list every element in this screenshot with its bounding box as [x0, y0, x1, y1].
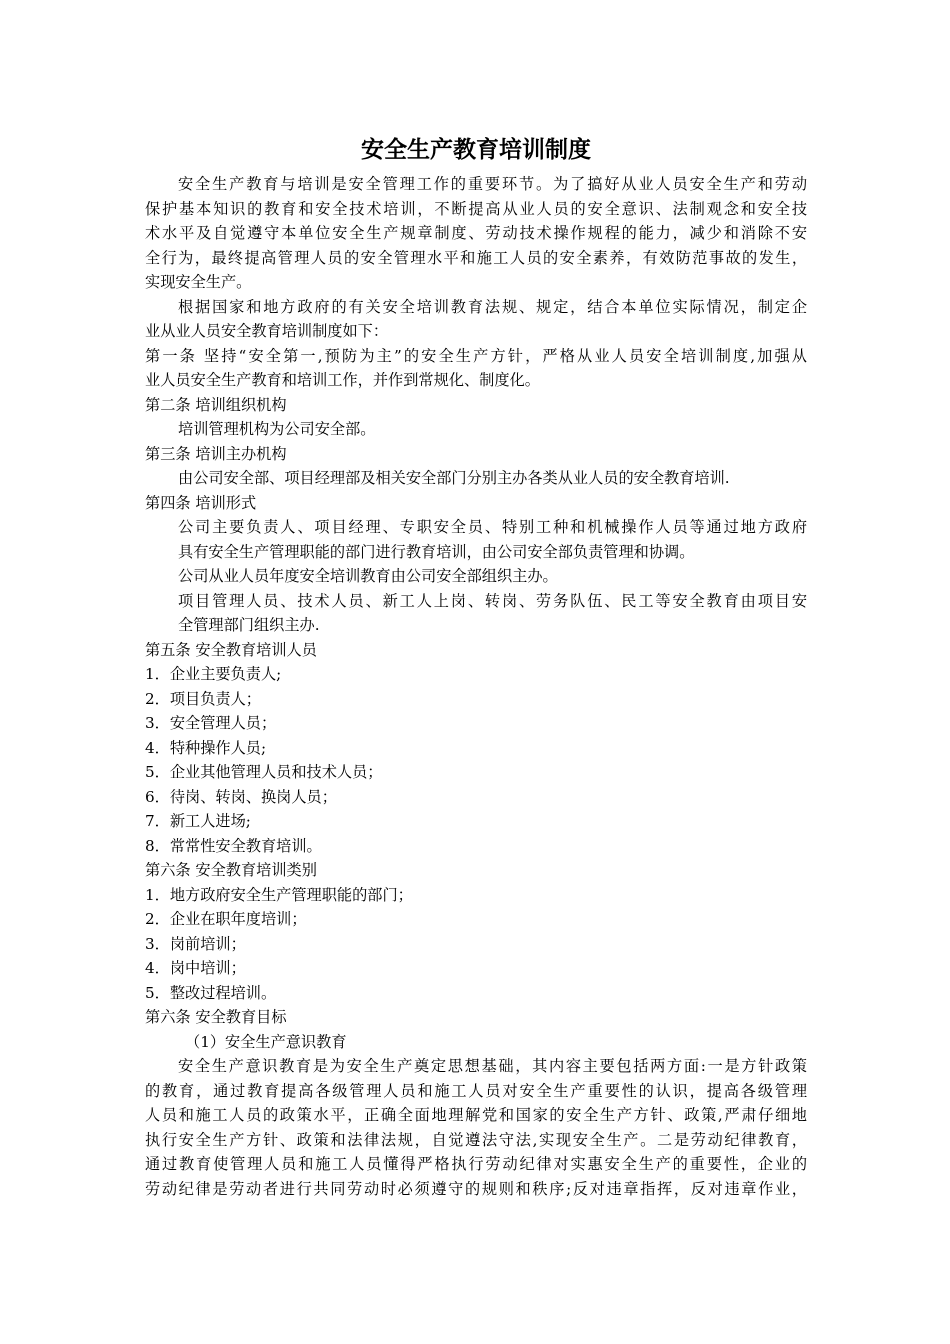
paragraph-line: 保护基本知识的教育和安全技术培训，不断提高从业人员的安全意识、法制观念和安全技 — [145, 199, 807, 218]
paragraph-line: 由公司安全部、项目经理部及相关安全部门分别主办各类从业人员的安全教育培训. — [178, 469, 730, 487]
paragraph-line: 通过教育使管理人员和施工人员懂得严格执行劳动纪律对实惠安全生产的重要性，企业的 — [145, 1155, 807, 1173]
list-item: 6．待岗、转岗、换岗人员； — [145, 787, 337, 806]
list-item: 3．安全管理人员； — [145, 714, 277, 732]
paragraph-line: 根据国家和地方政府的有关安全培训教育法规、规定，结合本单位实际情况，制定企 — [178, 297, 807, 316]
document-page — [145, 128, 807, 1201]
paragraph-line: 术水平及自觉遵守本单位安全生产规章制度、劳动技术操作规程的能力，减少和消除不安 — [145, 224, 807, 242]
paragraph-line: 公司主要负责人、项目经理、专职安全员、特别工种和机械操作人员等通过地方政府 — [178, 518, 807, 536]
list-item: 5．企业其他管理人员和技术人员； — [145, 763, 383, 781]
article-heading: 第六条 安全教育目标 — [145, 1008, 287, 1026]
paragraph-line: 安全生产教育与培训是安全管理工作的重要环节。为了搞好从业人员安全生产和劳动 — [178, 175, 807, 193]
list-item: 8．常常性安全教育培训。 — [145, 836, 322, 855]
list-item: 4．特种操作人员; — [145, 738, 267, 757]
article-heading: 第二条 培训组织机构 — [145, 395, 287, 414]
list-item: 1．地方政府安全生产管理职能的部门； — [145, 885, 413, 904]
paragraph-line: 公司从业人员年度安全培训教育由公司安全部组织主办。 — [178, 567, 558, 585]
list-item: 1．企业主要负责人; — [145, 665, 282, 683]
paragraph-line: 全管理部门组织主办. — [178, 616, 320, 634]
article-heading: 第六条 安全教育培训类别 — [145, 861, 317, 879]
paragraph-line: 全行为，最终提高管理人员的安全管理水平和施工人员的安全素养，有效防范事故的发生， — [145, 248, 807, 267]
paragraph-line: 培训管理机构为公司安全部。 — [178, 420, 376, 438]
list-item: 3．岗前培训； — [145, 934, 246, 953]
paragraph-line: 实现安全生产。 — [145, 273, 252, 291]
paragraph-line: 人员和施工人员的政策水平，正确全面地理解党和国家的安全生产方针、政策,严肃仔细地 — [145, 1106, 807, 1124]
article-heading: 第三条 培训主办机构 — [145, 444, 287, 463]
list-item: 7．新工人进场; — [145, 812, 251, 830]
article-heading: 第一条 坚持“安全第一,预防为主”的安全生产方针，严格从业人员安全培训制度,加强从 — [145, 346, 807, 365]
paragraph-line: 劳动纪律是劳动者进行共同劳动时必须遵守的规则和秩序;反对违章指挥，反对违章作业， — [145, 1179, 807, 1198]
paragraph-line: 业从业人员安全教育培训制度如下： — [145, 322, 388, 340]
list-item: 2．企业在职年度培训； — [145, 910, 307, 928]
article-heading: 第五条 安全教育培训人员 — [145, 640, 317, 659]
list-item: 5．整改过程培训。 — [145, 983, 277, 1002]
list-item: 4．岗中培训； — [145, 959, 246, 977]
list-item: 2．项目负责人； — [145, 689, 261, 708]
document-title: 安全生产教育培训制度 — [361, 136, 591, 163]
paragraph-line: 的教育，通过教育提高各级管理人员和施工人员对安全生产重要性的认识，提高各级管理 — [145, 1081, 807, 1100]
paragraph-line: 项目管理人员、技术人员、新工人上岗、转岗、劳务队伍、民工等安全教育由项目安 — [178, 591, 807, 610]
paragraph-line: 具有安全生产管理职能的部门进行教育培训，由公司安全部负责管理和协调。 — [178, 542, 695, 561]
paragraph-line: 安全生产意识教育是为安全生产奠定思想基础，其内容主要包括两方面:一是方针政策 — [178, 1057, 807, 1075]
article-heading: 第四条 培训形式 — [145, 493, 257, 512]
subsection-heading: （1）安全生产意识教育 — [185, 1032, 347, 1051]
paragraph-line: 执行安全生产方针、政策和法律法规，自觉遵法守法,实现安全生产。二是劳动纪律教育， — [145, 1130, 807, 1149]
paragraph-line: 业人员安全生产教育和培训工作，并作到常规化、制度化。 — [145, 371, 540, 389]
